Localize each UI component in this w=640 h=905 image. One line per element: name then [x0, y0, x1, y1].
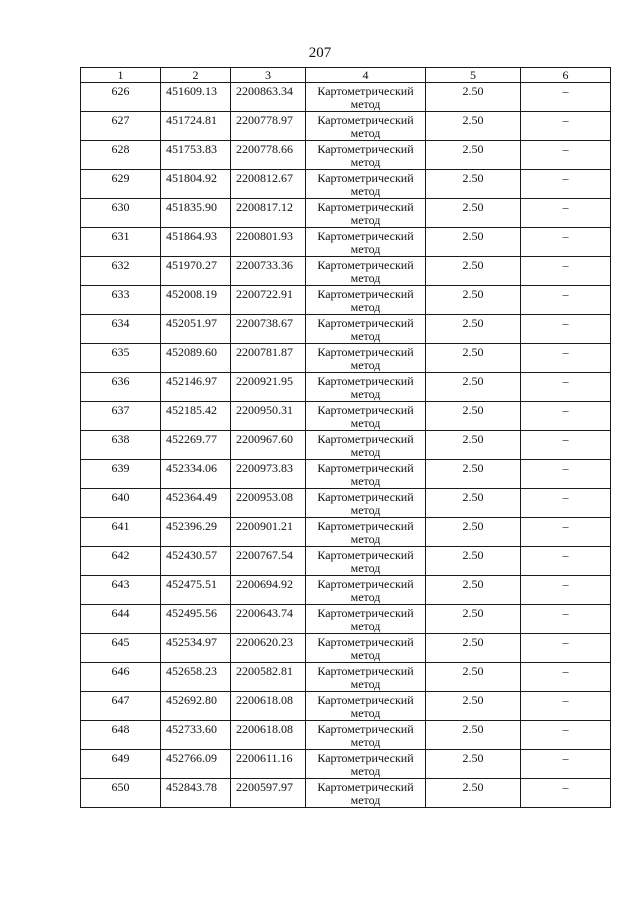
- method-cell: [306, 460, 426, 489]
- x-coordinate-cell: 452334.06: [161, 460, 231, 489]
- note-cell: –: [521, 431, 611, 460]
- accuracy-cell: 2.50: [426, 83, 521, 112]
- note-cell: –: [521, 663, 611, 692]
- note-cell: –: [521, 83, 611, 112]
- x-coordinate-cell: 452430.57: [161, 547, 231, 576]
- y-coordinate-cell: 2200953.08: [231, 489, 306, 518]
- note-cell: –: [521, 315, 611, 344]
- table-row: [81, 750, 611, 779]
- table-row: [81, 779, 611, 808]
- method-line-2: метод: [350, 561, 381, 575]
- accuracy-cell: 2.50: [426, 547, 521, 576]
- table-row: [81, 518, 611, 547]
- x-coordinate-cell: 452089.60: [161, 344, 231, 373]
- y-coordinate-cell: 2200694.92: [231, 576, 306, 605]
- method-line-2: метод: [350, 474, 381, 488]
- method-cell: [306, 721, 426, 750]
- method-line-2: метод: [350, 184, 381, 198]
- column-header-6: 6: [521, 68, 611, 83]
- x-coordinate-cell: 452146.97: [161, 373, 231, 402]
- method-line-2: метод: [350, 648, 381, 662]
- column-header-3: 3: [231, 68, 306, 83]
- point-number-cell: 640: [81, 489, 161, 518]
- x-coordinate-cell: 452475.51: [161, 576, 231, 605]
- coordinates-table: [80, 67, 611, 808]
- method-line-1: Картометрический: [317, 606, 414, 620]
- table-row: [81, 547, 611, 576]
- y-coordinate-cell: 2200812.67: [231, 170, 306, 199]
- y-coordinate-cell: 2200611.16: [231, 750, 306, 779]
- method-cell: [306, 83, 426, 112]
- accuracy-cell: 2.50: [426, 257, 521, 286]
- table-row: [81, 315, 611, 344]
- note-cell: –: [521, 692, 611, 721]
- note-cell: –: [521, 460, 611, 489]
- note-cell: –: [521, 518, 611, 547]
- accuracy-cell: 2.50: [426, 402, 521, 431]
- y-coordinate-cell: 2200767.54: [231, 547, 306, 576]
- x-coordinate-cell: 451753.83: [161, 141, 231, 170]
- accuracy-cell: 2.50: [426, 721, 521, 750]
- x-coordinate-cell: 452396.29: [161, 518, 231, 547]
- column-header-5: 5: [426, 68, 521, 83]
- table-row: [81, 721, 611, 750]
- note-cell: –: [521, 779, 611, 808]
- method-line-2: метод: [350, 329, 381, 343]
- method-line-2: метод: [350, 155, 381, 169]
- point-number-cell: 636: [81, 373, 161, 402]
- x-coordinate-cell: 452766.09: [161, 750, 231, 779]
- method-cell: [306, 141, 426, 170]
- point-number-cell: 637: [81, 402, 161, 431]
- method-line-1: Картометрический: [317, 142, 414, 156]
- method-cell: [306, 170, 426, 199]
- point-number-cell: 642: [81, 547, 161, 576]
- accuracy-cell: 2.50: [426, 779, 521, 808]
- accuracy-cell: 2.50: [426, 489, 521, 518]
- method-line-1: Картометрический: [317, 403, 414, 417]
- accuracy-cell: 2.50: [426, 605, 521, 634]
- method-line-1: Картометрический: [317, 345, 414, 359]
- method-line-2: метод: [350, 126, 381, 140]
- column-header-2: 2: [161, 68, 231, 83]
- y-coordinate-cell: 2200973.83: [231, 460, 306, 489]
- column-header-1: 1: [81, 68, 161, 83]
- method-cell: [306, 547, 426, 576]
- point-number-cell: 646: [81, 663, 161, 692]
- method-cell: [306, 257, 426, 286]
- y-coordinate-cell: 2200863.34: [231, 83, 306, 112]
- method-cell: [306, 228, 426, 257]
- table-row: [81, 344, 611, 373]
- point-number-cell: 626: [81, 83, 161, 112]
- accuracy-cell: 2.50: [426, 460, 521, 489]
- y-coordinate-cell: 2200801.93: [231, 228, 306, 257]
- method-line-1: Картометрический: [317, 461, 414, 475]
- method-line-2: метод: [350, 97, 381, 111]
- table-row: [81, 634, 611, 663]
- note-cell: –: [521, 344, 611, 373]
- page-number: 207: [308, 45, 332, 61]
- accuracy-cell: 2.50: [426, 170, 521, 199]
- point-number-cell: 648: [81, 721, 161, 750]
- method-line-1: Картометрический: [317, 200, 414, 214]
- table-row: [81, 576, 611, 605]
- method-cell: [306, 518, 426, 547]
- accuracy-cell: 2.50: [426, 228, 521, 257]
- y-coordinate-cell: 2200738.67: [231, 315, 306, 344]
- method-line-2: метод: [350, 532, 381, 546]
- method-line-1: Картометрический: [317, 84, 414, 98]
- y-coordinate-cell: 2200778.66: [231, 141, 306, 170]
- x-coordinate-cell: 451609.13: [161, 83, 231, 112]
- table-row: [81, 141, 611, 170]
- method-line-2: метод: [350, 358, 381, 372]
- table-row: [81, 431, 611, 460]
- table-row: [81, 402, 611, 431]
- method-line-2: метод: [350, 677, 381, 691]
- point-number-cell: 643: [81, 576, 161, 605]
- method-cell: [306, 315, 426, 344]
- point-number-cell: 627: [81, 112, 161, 141]
- note-cell: –: [521, 170, 611, 199]
- y-coordinate-cell: 2200781.87: [231, 344, 306, 373]
- table-row: [81, 257, 611, 286]
- table-row: [81, 460, 611, 489]
- note-cell: –: [521, 721, 611, 750]
- method-cell: [306, 663, 426, 692]
- point-number-cell: 644: [81, 605, 161, 634]
- method-cell: [306, 112, 426, 141]
- accuracy-cell: 2.50: [426, 576, 521, 605]
- x-coordinate-cell: 452658.23: [161, 663, 231, 692]
- note-cell: –: [521, 634, 611, 663]
- x-coordinate-cell: 452364.49: [161, 489, 231, 518]
- note-cell: –: [521, 373, 611, 402]
- y-coordinate-cell: 2200901.21: [231, 518, 306, 547]
- method-cell: [306, 634, 426, 663]
- y-coordinate-cell: 2200620.23: [231, 634, 306, 663]
- x-coordinate-cell: 451724.81: [161, 112, 231, 141]
- method-cell: [306, 605, 426, 634]
- method-line-1: Картометрический: [317, 229, 414, 243]
- method-cell: [306, 779, 426, 808]
- x-coordinate-cell: 452051.97: [161, 315, 231, 344]
- method-line-1: Картометрический: [317, 374, 414, 388]
- y-coordinate-cell: 2200733.36: [231, 257, 306, 286]
- x-coordinate-cell: 452843.78: [161, 779, 231, 808]
- y-coordinate-cell: 2200597.97: [231, 779, 306, 808]
- method-cell: [306, 576, 426, 605]
- method-line-2: метод: [350, 706, 381, 720]
- point-number-cell: 632: [81, 257, 161, 286]
- point-number-cell: 633: [81, 286, 161, 315]
- method-cell: [306, 199, 426, 228]
- method-line-1: Картометрический: [317, 693, 414, 707]
- x-coordinate-cell: 451864.93: [161, 228, 231, 257]
- method-line-1: Картометрический: [317, 635, 414, 649]
- method-line-2: метод: [350, 503, 381, 517]
- method-line-2: метод: [350, 242, 381, 256]
- point-number-cell: 634: [81, 315, 161, 344]
- accuracy-cell: 2.50: [426, 344, 521, 373]
- point-number-cell: 638: [81, 431, 161, 460]
- x-coordinate-cell: 452495.56: [161, 605, 231, 634]
- x-coordinate-cell: 452534.97: [161, 634, 231, 663]
- note-cell: –: [521, 750, 611, 779]
- accuracy-cell: 2.50: [426, 373, 521, 402]
- table-row: [81, 228, 611, 257]
- table-row: [81, 83, 611, 112]
- point-number-cell: 639: [81, 460, 161, 489]
- method-line-2: метод: [350, 300, 381, 314]
- method-line-2: метод: [350, 735, 381, 749]
- note-cell: –: [521, 286, 611, 315]
- y-coordinate-cell: 2200618.08: [231, 692, 306, 721]
- point-number-cell: 647: [81, 692, 161, 721]
- accuracy-cell: 2.50: [426, 141, 521, 170]
- accuracy-cell: 2.50: [426, 315, 521, 344]
- method-cell: [306, 373, 426, 402]
- point-number-cell: 650: [81, 779, 161, 808]
- y-coordinate-cell: 2200817.12: [231, 199, 306, 228]
- note-cell: –: [521, 547, 611, 576]
- table-row: [81, 663, 611, 692]
- x-coordinate-cell: 452185.42: [161, 402, 231, 431]
- y-coordinate-cell: 2200582.81: [231, 663, 306, 692]
- method-line-1: Картометрический: [317, 780, 414, 794]
- point-number-cell: 635: [81, 344, 161, 373]
- x-coordinate-cell: 452692.80: [161, 692, 231, 721]
- method-cell: [306, 692, 426, 721]
- method-line-1: Картометрический: [317, 432, 414, 446]
- accuracy-cell: 2.50: [426, 634, 521, 663]
- note-cell: –: [521, 489, 611, 518]
- method-cell: [306, 750, 426, 779]
- point-number-cell: 630: [81, 199, 161, 228]
- note-cell: –: [521, 112, 611, 141]
- table-row: [81, 286, 611, 315]
- accuracy-cell: 2.50: [426, 199, 521, 228]
- method-line-1: Картометрический: [317, 577, 414, 591]
- x-coordinate-cell: 451804.92: [161, 170, 231, 199]
- note-cell: –: [521, 402, 611, 431]
- method-line-1: Картометрический: [317, 490, 414, 504]
- point-number-cell: 628: [81, 141, 161, 170]
- point-number-cell: 641: [81, 518, 161, 547]
- method-line-2: метод: [350, 271, 381, 285]
- table-row: [81, 489, 611, 518]
- note-cell: –: [521, 576, 611, 605]
- method-line-1: Картометрический: [317, 751, 414, 765]
- method-line-2: метод: [350, 590, 381, 604]
- method-line-1: Картометрический: [317, 316, 414, 330]
- method-line-1: Картометрический: [317, 287, 414, 301]
- method-cell: [306, 344, 426, 373]
- method-line-2: метод: [350, 793, 381, 807]
- table-header-row: [81, 68, 611, 83]
- note-cell: –: [521, 199, 611, 228]
- x-coordinate-cell: 452269.77: [161, 431, 231, 460]
- column-header-4: 4: [306, 68, 426, 83]
- accuracy-cell: 2.50: [426, 518, 521, 547]
- accuracy-cell: 2.50: [426, 286, 521, 315]
- note-cell: –: [521, 605, 611, 634]
- table-row: [81, 199, 611, 228]
- point-number-cell: 629: [81, 170, 161, 199]
- method-line-2: метод: [350, 764, 381, 778]
- method-line-2: метод: [350, 445, 381, 459]
- method-line-1: Картометрический: [317, 548, 414, 562]
- method-line-1: Картометрический: [317, 722, 414, 736]
- method-line-2: метод: [350, 387, 381, 401]
- accuracy-cell: 2.50: [426, 663, 521, 692]
- method-line-1: Картометрический: [317, 258, 414, 272]
- y-coordinate-cell: 2200950.31: [231, 402, 306, 431]
- method-line-1: Картометрический: [317, 113, 414, 127]
- x-coordinate-cell: 452733.60: [161, 721, 231, 750]
- x-coordinate-cell: 452008.19: [161, 286, 231, 315]
- y-coordinate-cell: 2200722.91: [231, 286, 306, 315]
- y-coordinate-cell: 2200618.08: [231, 721, 306, 750]
- method-cell: [306, 402, 426, 431]
- y-coordinate-cell: 2200921.95: [231, 373, 306, 402]
- method-line-2: метод: [350, 416, 381, 430]
- point-number-cell: 631: [81, 228, 161, 257]
- y-coordinate-cell: 2200778.97: [231, 112, 306, 141]
- note-cell: –: [521, 141, 611, 170]
- method-cell: [306, 286, 426, 315]
- x-coordinate-cell: 451970.27: [161, 257, 231, 286]
- method-cell: [306, 431, 426, 460]
- table-row: [81, 170, 611, 199]
- method-cell: [306, 489, 426, 518]
- table-row: [81, 373, 611, 402]
- table-row: [81, 112, 611, 141]
- method-line-2: метод: [350, 619, 381, 633]
- table-row: [81, 605, 611, 634]
- y-coordinate-cell: 2200643.74: [231, 605, 306, 634]
- table-row: [81, 692, 611, 721]
- accuracy-cell: 2.50: [426, 112, 521, 141]
- y-coordinate-cell: 2200967.60: [231, 431, 306, 460]
- note-cell: –: [521, 257, 611, 286]
- table-body: [81, 83, 611, 808]
- method-line-1: Картометрический: [317, 519, 414, 533]
- method-line-1: Картометрический: [317, 171, 414, 185]
- accuracy-cell: 2.50: [426, 692, 521, 721]
- accuracy-cell: 2.50: [426, 431, 521, 460]
- note-cell: –: [521, 228, 611, 257]
- method-line-1: Картометрический: [317, 664, 414, 678]
- method-line-2: метод: [350, 213, 381, 227]
- point-number-cell: 649: [81, 750, 161, 779]
- point-number-cell: 645: [81, 634, 161, 663]
- x-coordinate-cell: 451835.90: [161, 199, 231, 228]
- accuracy-cell: 2.50: [426, 750, 521, 779]
